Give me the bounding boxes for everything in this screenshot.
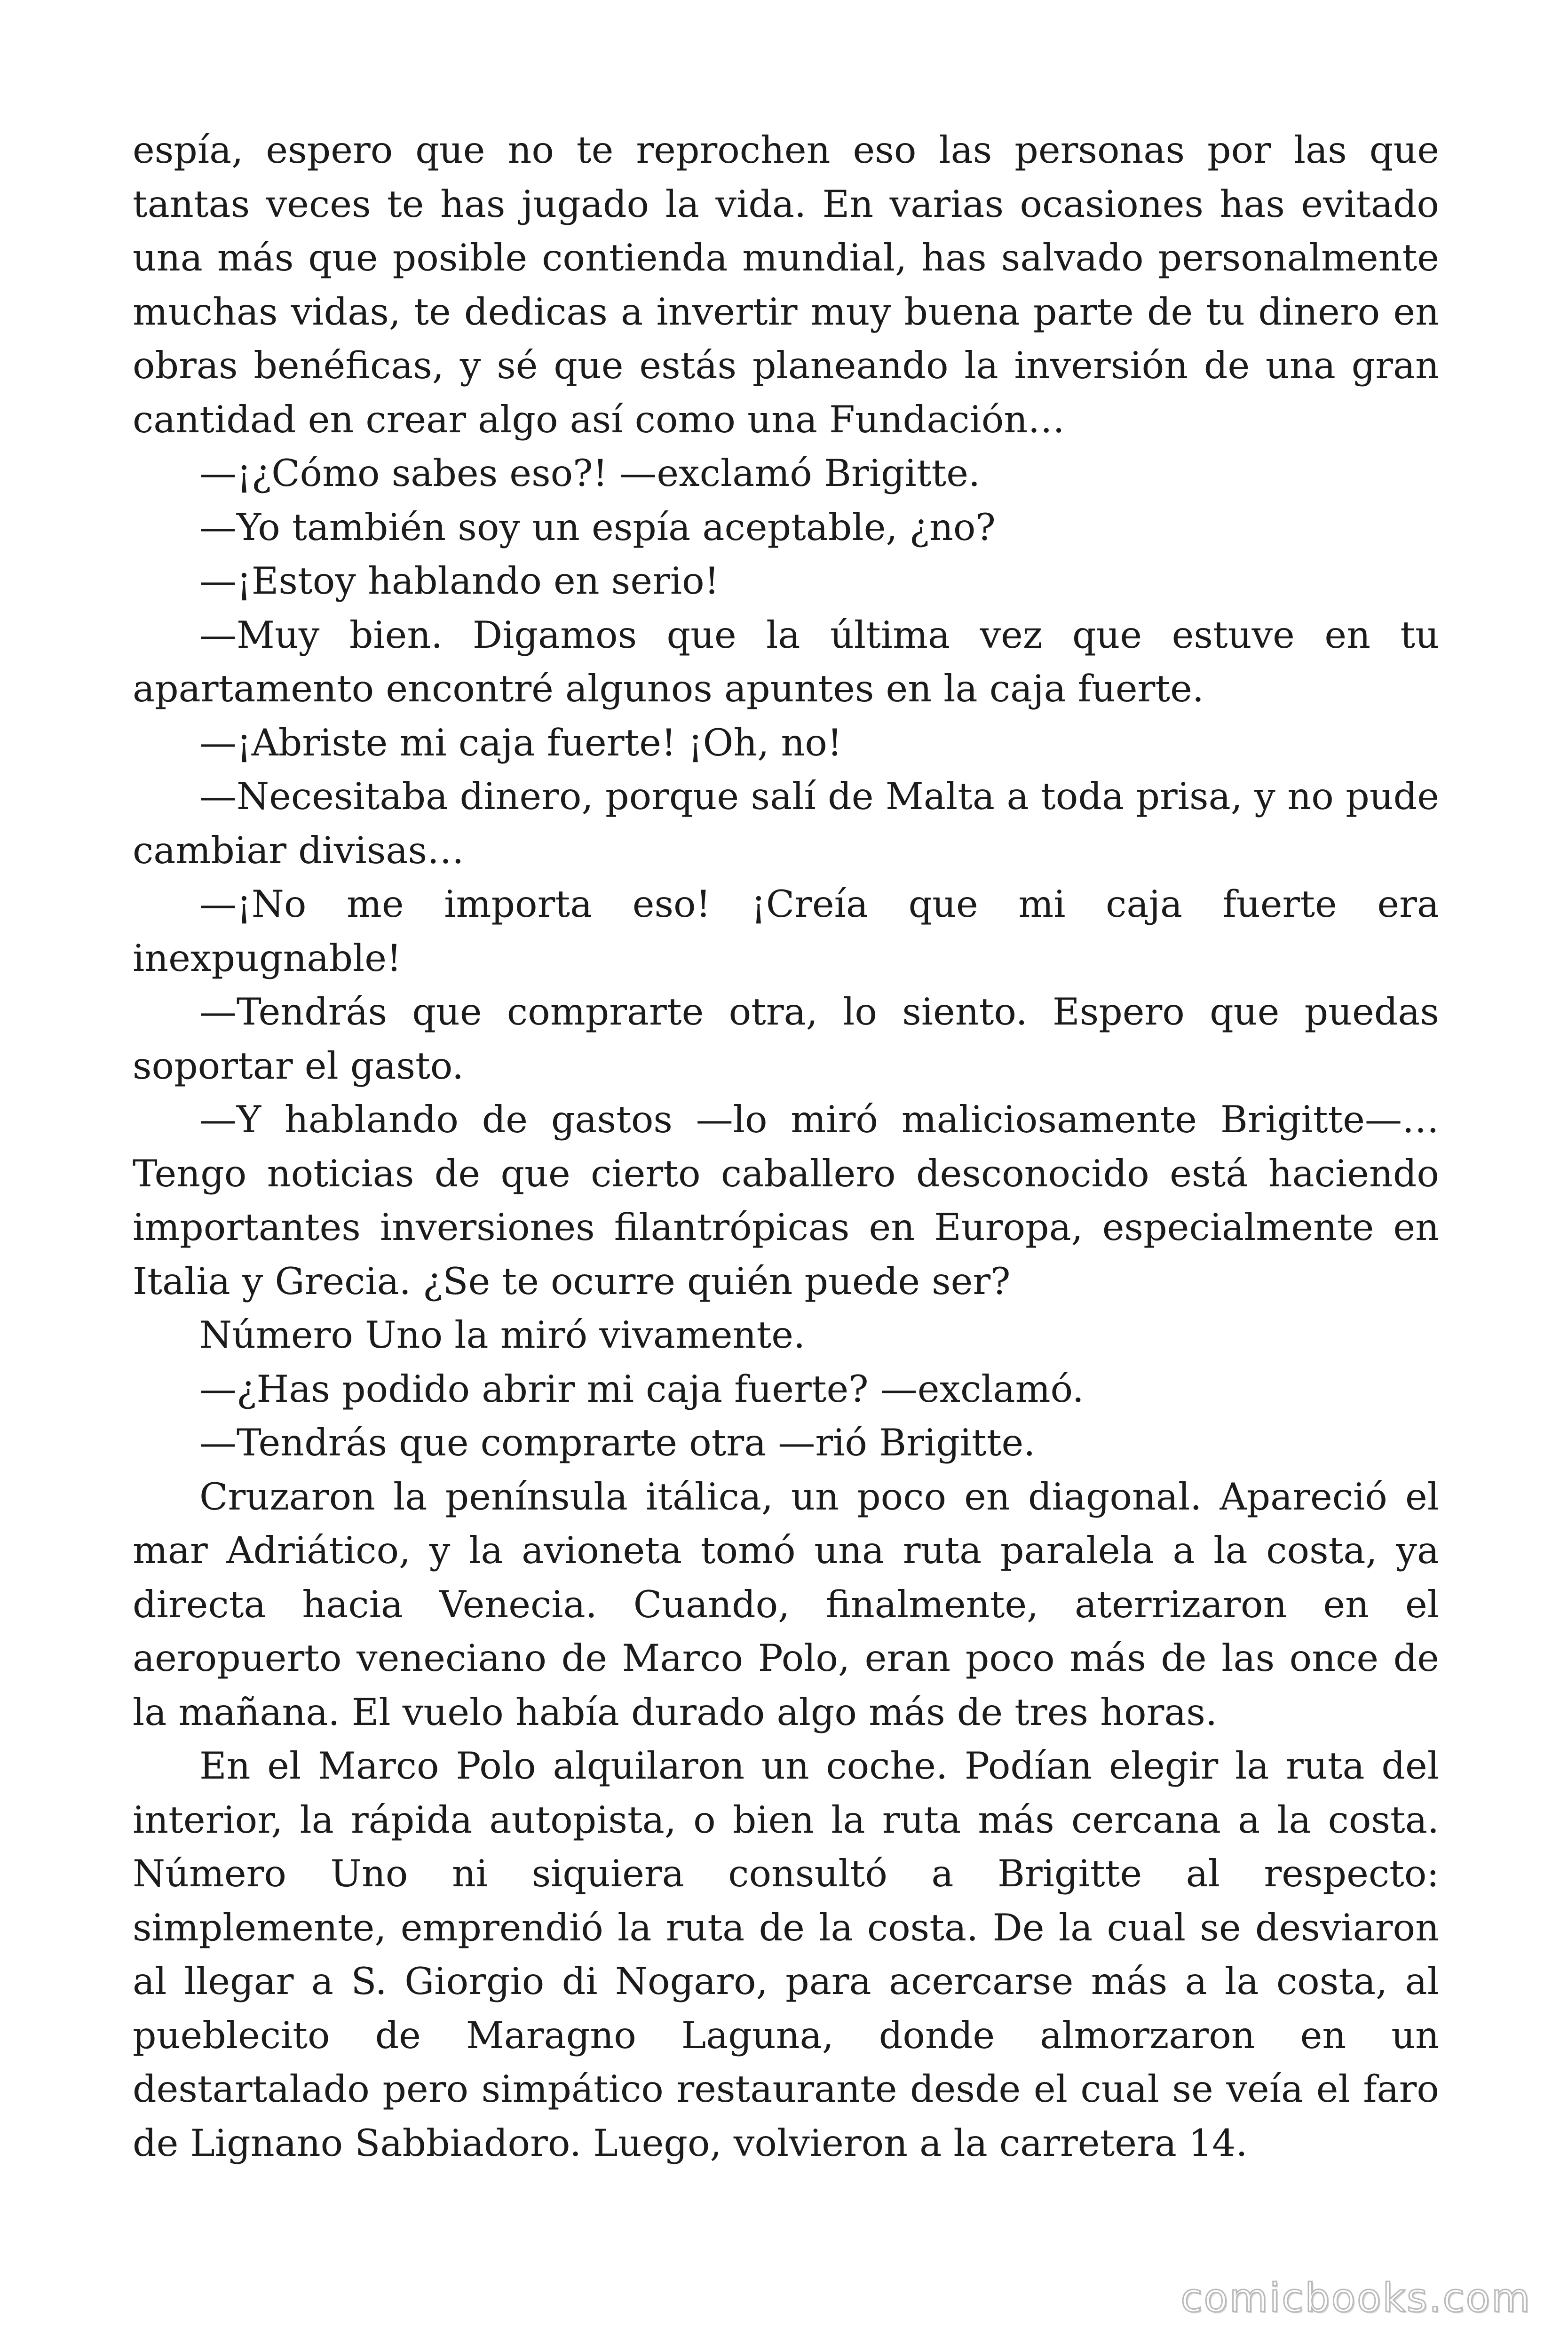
paragraph: —¡¿Cómo sabes eso?! —exclamó Brigitte. <box>199 452 981 495</box>
paragraph: espía, espero que no te reprochen eso las personas por las que tantas veces te has jugado la vida. En varias ocasiones has evitado una más que posible contienda mundial, has salvado personalmente muchas vidas, te dedicas a invertir muy buena parte de tu dinero en obras benéficas, y sé que estás planeando la inversión de una gran cantidad en crear algo así como una Fundación… <box>133 128 1439 441</box>
watermark: comicbooks.com <box>1180 2275 1531 2321</box>
paragraph: —¡No me importa eso! ¡Creía que mi caja fuerte era inexpugnable! <box>133 882 1439 980</box>
paragraph: —Tendrás que comprarte otra —rió Brigitte. <box>199 1421 1036 1464</box>
paragraph: —¡Abriste mi caja fuerte! ¡Oh, no! <box>199 721 842 764</box>
paragraph: —Necesitaba dinero, porque salí de Malta a toda prisa, y no pude cambiar divisas… <box>133 775 1439 872</box>
paragraph: Número Uno la miró vivamente. <box>199 1313 806 1357</box>
paragraph: En el Marco Polo alquilaron un coche. Podían elegir la ruta del interior, la rápida autopista, o bien la ruta más cercana a la costa. Número Uno ni siquiera consultó a Brigitte al respecto: simplemente, emprendió la ruta de la costa. De la cual se desviaron al llegar a S. Giorgio di Nogaro, para acercarse más a la costa, al pueblecito de Maragno Laguna, donde almorzaron en un destartalado pero simpático restaurante desde el cual se veía el faro de Lignano Sabbiadoro. Luego, volvieron a la carretera 14. <box>133 1744 1439 2165</box>
paragraph: —¡Estoy hablando en serio! <box>199 559 720 603</box>
paragraph: —Yo también soy un espía aceptable, ¿no? <box>199 505 996 549</box>
page-body-text <box>133 123 1439 2170</box>
paragraph: —¿Has podido abrir mi caja fuerte? —exclamó. <box>199 1367 1084 1411</box>
paragraph: Cruzaron la península itálica, un poco en diagonal. Apareció el mar Adriático, y la avioneta tomó una ruta paralela a la costa, ya directa hacia Venecia. Cuando, finalmente, aterrizaron en el aeropuerto veneciano de Marco Polo, eran poco más de las once de la mañana. El vuelo había durado algo más de tres horas. <box>133 1475 1439 1734</box>
paragraph: —Tendrás que comprarte otra, lo siento. Espero que puedas soportar el gasto. <box>133 990 1439 1088</box>
paragraph: —Muy bien. Digamos que la última vez que estuve en tu apartamento encontré algunos apuntes en la caja fuerte. <box>133 613 1439 710</box>
paragraph: —Y hablando de gastos —lo miró maliciosamente Brigitte—… Tengo noticias de que cierto caballero desconocido está haciendo importantes inversiones filantrópicas en Europa, especialmente en Italia y Grecia. ¿Se te ocurre quién puede ser? <box>133 1098 1439 1303</box>
